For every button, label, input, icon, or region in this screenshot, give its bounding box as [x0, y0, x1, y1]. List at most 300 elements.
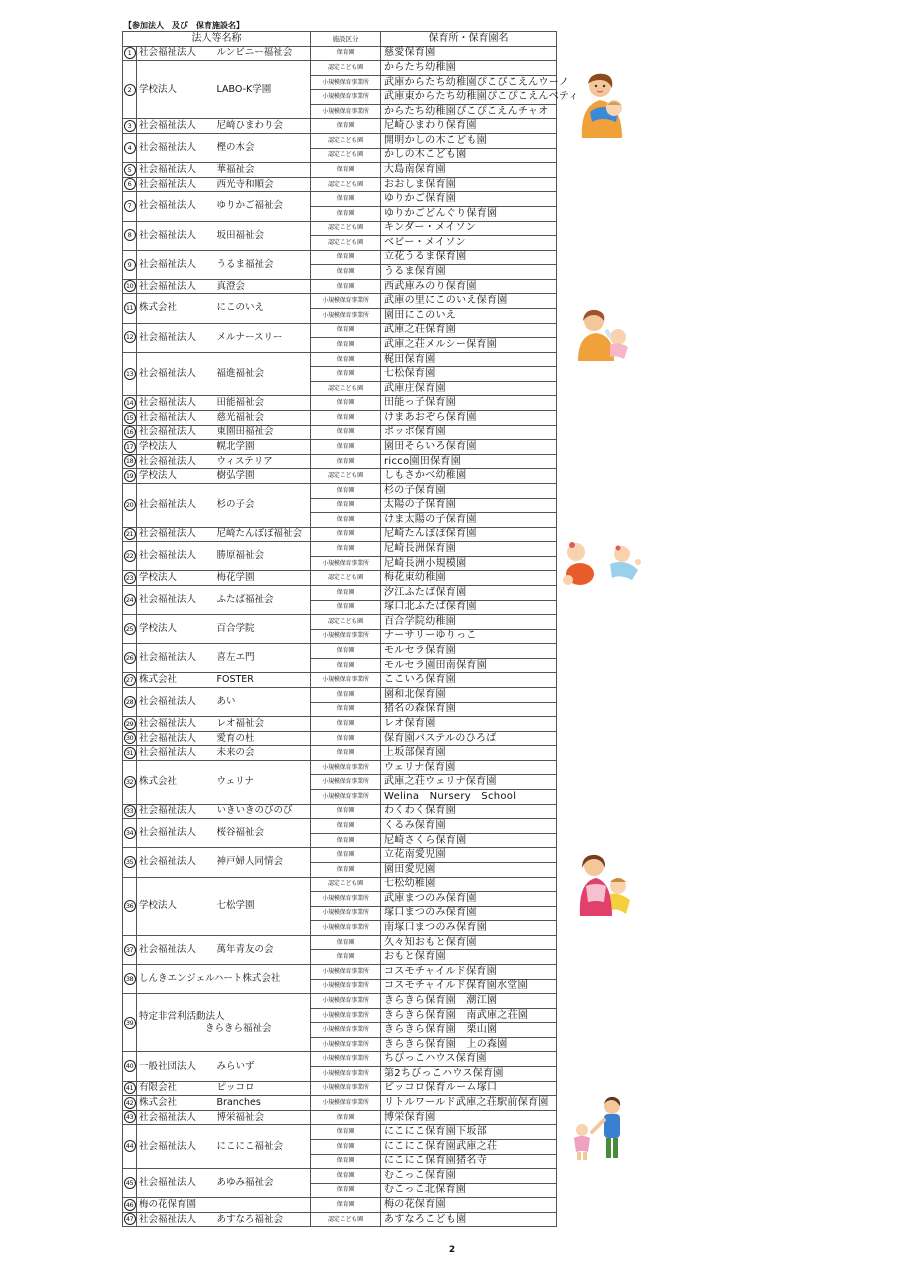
corporation-type: 社会福祉法人	[139, 696, 197, 708]
table-row	[123, 1125, 557, 1140]
corporation-name-cell	[137, 279, 311, 294]
circled-number: 29	[124, 718, 136, 730]
corporation-type: 社会福祉法人	[139, 732, 197, 744]
facility-type: 小規模保育事業所	[311, 1067, 381, 1082]
facility-name: きらきら保育園 潮江園	[381, 994, 557, 1009]
corporation-name-cell	[137, 848, 311, 877]
facility-type: 認定こども園	[311, 221, 381, 236]
circled-number: 9	[124, 259, 136, 271]
facility-name: コスモチャイルド保育園	[381, 965, 557, 980]
facility-name: おもと保育園	[381, 950, 557, 965]
facility-name: からたち幼稚園	[381, 61, 557, 76]
corporation-name-cell	[137, 1052, 311, 1081]
table-row	[123, 483, 557, 498]
corporation-name: しんきエンジェルハート株式会社	[139, 973, 281, 985]
corporation-type: 社会福祉法人	[139, 163, 197, 175]
table-row	[123, 673, 557, 688]
facility-type: 保育園	[311, 163, 381, 178]
facility-type: 認定こども園	[311, 469, 381, 484]
facility-type: 小規模保育事業所	[311, 1081, 381, 1096]
entry-number	[123, 1212, 137, 1227]
table-row	[123, 221, 557, 236]
facility-type: 保育園	[311, 1154, 381, 1169]
corporation-name-cell	[137, 965, 311, 994]
facility-type: 保育園	[311, 702, 381, 717]
entry-number	[123, 163, 137, 178]
table-row	[123, 746, 557, 761]
corporation-type: 社会福祉法人	[139, 528, 197, 540]
facility-name: 武庫之荘保育園	[381, 323, 557, 338]
facility-name: ちびっこハウス保育園	[381, 1052, 557, 1067]
table-row	[123, 396, 557, 411]
facility-name: きらきら保育園 南武庫之荘園	[381, 1008, 557, 1023]
entry-number	[123, 673, 137, 688]
corporation-name: あゆみ福祉会	[216, 1177, 274, 1189]
facility-type: 保育園	[311, 862, 381, 877]
corporation-type: 社会福祉法人	[139, 1111, 197, 1123]
entry-number	[123, 571, 137, 586]
corporation-name: 杉の子会	[216, 499, 255, 511]
facility-type: 小規模保育事業所	[311, 294, 381, 309]
facility-type: 小規模保育事業所	[311, 308, 381, 323]
entry-number	[123, 294, 137, 323]
entry-number	[123, 454, 137, 469]
facility-name: 尼崎さくら保育園	[381, 833, 557, 848]
corporation-name-cell	[137, 396, 311, 411]
corporation-name: 梅の花保育園	[139, 1199, 197, 1211]
header-facility-name: 保育所・保育園名	[381, 32, 557, 47]
corporation-type: 社会福祉法人	[139, 47, 197, 59]
corporation-name: 七松学園	[216, 900, 255, 912]
corporation-type: 社会福祉法人	[139, 499, 197, 511]
facility-name: 大島南保育園	[381, 163, 557, 178]
circled-number: 20	[124, 499, 136, 511]
entry-number	[123, 1096, 137, 1111]
parent-and-child-icon	[564, 1094, 636, 1164]
facility-type: 保育園	[311, 950, 381, 965]
corporation-name: 華福祉会	[216, 163, 255, 175]
facility-type: 小規模保育事業所	[311, 892, 381, 907]
corporation-name: 慈光福祉会	[216, 411, 265, 423]
facility-type: 保育園	[311, 1169, 381, 1184]
facility-type: 小規模保育事業所	[311, 994, 381, 1009]
corporation-name-cell	[137, 746, 311, 761]
header-corp-name: 法人等名称	[123, 32, 311, 47]
circled-number: 44	[124, 1140, 136, 1152]
facility-name: キンダー・メイソン	[381, 221, 557, 236]
facility-type: 保育園	[311, 542, 381, 557]
table-row	[123, 527, 557, 542]
corporation-type: 社会福祉法人	[139, 1213, 197, 1225]
entry-number	[123, 804, 137, 819]
facility-name: 七松保育園	[381, 367, 557, 382]
table-row	[123, 1198, 557, 1213]
circled-number: 13	[124, 368, 136, 380]
corporation-type: 社会福祉法人	[139, 258, 197, 270]
circled-number: 43	[124, 1111, 136, 1123]
facility-type: 小規模保育事業所	[311, 556, 381, 571]
table-row	[123, 250, 557, 265]
facility-type: 保育園	[311, 367, 381, 382]
corporation-type: 株式会社	[139, 674, 178, 686]
facility-name: にこにこ保育園猪名寺	[381, 1154, 557, 1169]
facility-name: 園田にこのいえ	[381, 308, 557, 323]
corporation-name-cell	[137, 440, 311, 455]
entry-number	[123, 323, 137, 352]
circled-number: 4	[124, 142, 136, 154]
facility-name: ピッコロ保育ルーム塚口	[381, 1081, 557, 1096]
facility-type: 小規模保育事業所	[311, 1037, 381, 1052]
facility-type: 保育園	[311, 411, 381, 426]
facility-name: 尼崎長洲小規模園	[381, 556, 557, 571]
mother-holding-baby-icon	[572, 72, 634, 140]
entry-number	[123, 46, 137, 61]
corporation-name: 喜左エ門	[216, 652, 255, 664]
corporation-name-cell	[137, 134, 311, 163]
entry-number	[123, 483, 137, 527]
facility-type: 小規模保育事業所	[311, 965, 381, 980]
caregiver-with-toddler-icon	[572, 852, 636, 918]
facility-type: 保育園	[311, 396, 381, 411]
corporation-name: あい	[216, 696, 236, 708]
corporation-name: うるま福祉会	[216, 258, 274, 270]
corporation-name: 萬年青友の会	[216, 943, 274, 955]
facility-type: 保育園	[311, 440, 381, 455]
facility-name: 武庫之荘ウェリナ保育園	[381, 775, 557, 790]
table-row	[123, 1096, 557, 1111]
corporation-type: 学校法人	[139, 83, 178, 95]
entry-number	[123, 134, 137, 163]
facility-type: 保育園	[311, 819, 381, 834]
corporation-name-cell	[137, 1110, 311, 1125]
facility-type: 保育園	[311, 1139, 381, 1154]
corporation-type: 学校法人	[139, 900, 178, 912]
corporation-name: 樫の木会	[216, 142, 255, 154]
entry-number	[123, 731, 137, 746]
facility-name: コスモチャイルド保育園水堂園	[381, 979, 557, 994]
table-row	[123, 877, 557, 892]
facility-name: 尼崎ひまわり保育園	[381, 119, 557, 134]
facility-type: 認定こども園	[311, 877, 381, 892]
circled-number: 23	[124, 572, 136, 584]
table-row	[123, 585, 557, 600]
circled-number: 39	[124, 1017, 136, 1029]
corporation-name-cell	[137, 571, 311, 586]
entry-number	[123, 221, 137, 250]
corporation-type: 特定非営利活動法人	[139, 1010, 225, 1022]
table-row	[123, 542, 557, 557]
corporation-name-cell	[137, 294, 311, 323]
table-row	[123, 644, 557, 659]
circled-number: 24	[124, 594, 136, 606]
circled-number: 22	[124, 550, 136, 562]
facility-name: 武庫庄保育園	[381, 381, 557, 396]
circled-number: 26	[124, 652, 136, 664]
corporation-name-cell	[137, 1212, 311, 1227]
corporation-type: 社会福祉法人	[139, 652, 197, 664]
facility-type: 保育園	[311, 192, 381, 207]
table-row	[123, 994, 557, 1009]
corporation-name-cell	[137, 644, 311, 673]
corporation-type: 株式会社	[139, 302, 178, 314]
corporation-type: 社会福祉法人	[139, 594, 197, 606]
facility-type: 保育園	[311, 498, 381, 513]
facility-type: 保育園	[311, 279, 381, 294]
circled-number: 28	[124, 696, 136, 708]
table-row	[123, 1110, 557, 1125]
table-row	[123, 46, 557, 61]
circled-number: 41	[124, 1082, 136, 1094]
circled-number: 32	[124, 776, 136, 788]
corporation-name-cell	[137, 163, 311, 178]
corporation-name-cell	[137, 1198, 311, 1213]
corporation-name: きらきら福祉会	[205, 1022, 272, 1034]
table-row	[123, 440, 557, 455]
facility-type: 保育園	[311, 323, 381, 338]
corporation-type: 社会福祉法人	[139, 331, 197, 343]
facility-type: 認定こども園	[311, 177, 381, 192]
facility-type: 保育園	[311, 585, 381, 600]
corporation-name: 博栄福祉会	[216, 1111, 265, 1123]
table-row	[123, 1169, 557, 1184]
entry-number	[123, 411, 137, 426]
corporation-name: 桜谷福祉会	[216, 827, 265, 839]
corporation-name-cell	[137, 542, 311, 571]
corporation-type: 株式会社	[139, 1096, 178, 1108]
facility-name: おおしま保育園	[381, 177, 557, 192]
facility-type: 保育園	[311, 644, 381, 659]
table-row	[123, 717, 557, 732]
entry-number	[123, 585, 137, 614]
entry-number	[123, 746, 137, 761]
corporation-name-cell	[137, 935, 311, 964]
corporation-name: 福進福祉会	[216, 368, 265, 380]
corporation-type: 社会福祉法人	[139, 856, 197, 868]
entry-number	[123, 1125, 137, 1169]
facility-type: 小規模保育事業所	[311, 673, 381, 688]
mother-feeding-baby-icon	[574, 307, 632, 363]
table-row	[123, 192, 557, 207]
circled-number: 8	[124, 229, 136, 241]
entry-number	[123, 250, 137, 279]
facility-name: 武庫東からたち幼稚園ぴこぴこえんベティ	[381, 90, 557, 105]
facility-type: 小規模保育事業所	[311, 979, 381, 994]
entry-number	[123, 425, 137, 440]
facility-name: モルセラ園田南保育園	[381, 658, 557, 673]
entry-number	[123, 965, 137, 994]
circled-number: 15	[124, 412, 136, 424]
corporation-name-cell	[137, 425, 311, 440]
table-row	[123, 615, 557, 630]
corporation-type: 社会福祉法人	[139, 368, 197, 380]
facility-name: しもさかべ幼稚園	[381, 469, 557, 484]
entry-number	[123, 615, 137, 644]
corporation-name-cell	[137, 819, 311, 848]
facility-type: 認定こども園	[311, 148, 381, 163]
facility-name: うるま保育園	[381, 265, 557, 280]
facility-type: 保育園	[311, 206, 381, 221]
table-row	[123, 760, 557, 775]
facility-name: 七松幼稚園	[381, 877, 557, 892]
facility-name: 第2ちびっこハウス保育園	[381, 1067, 557, 1082]
facility-type: 保育園	[311, 513, 381, 528]
circled-number: 12	[124, 331, 136, 343]
facility-name: 園和北保育園	[381, 688, 557, 703]
table-row	[123, 425, 557, 440]
facility-name: ricco園田保育園	[381, 454, 557, 469]
circled-number: 6	[124, 178, 136, 190]
facility-name: からたち幼稚園ぴこぴこえんチャオ	[381, 104, 557, 119]
corporation-type: 社会福祉法人	[139, 550, 197, 562]
facility-type: 小規模保育事業所	[311, 90, 381, 105]
corporation-name: 西光寺和順会	[216, 178, 274, 190]
facility-name: にこにこ保育園下坂部	[381, 1125, 557, 1140]
entry-number	[123, 119, 137, 134]
corporation-name: 尼崎たんぽぽ福祉会	[216, 528, 303, 540]
corporation-name-cell	[137, 323, 311, 352]
facility-type: 保育園	[311, 250, 381, 265]
facility-type: 保育園	[311, 352, 381, 367]
corporation-name: 愛育の杜	[216, 732, 255, 744]
circled-number: 11	[124, 302, 136, 314]
corporation-name-cell	[137, 717, 311, 732]
facility-type: 小規模保育事業所	[311, 1008, 381, 1023]
circled-number: 3	[124, 120, 136, 132]
facility-name: 塚口北ふたば保育園	[381, 600, 557, 615]
entry-number	[123, 61, 137, 119]
corporation-name: メルナースリー	[216, 331, 283, 343]
circled-number: 17	[124, 441, 136, 453]
table-row	[123, 688, 557, 703]
corporation-name-cell	[137, 688, 311, 717]
corporation-name: 樹弘学園	[216, 470, 255, 482]
facility-name: 汐江ふたば保育園	[381, 585, 557, 600]
entry-number	[123, 352, 137, 396]
facility-name: 立花うるま保育園	[381, 250, 557, 265]
facility-name: 尼崎たんぽぽ保育園	[381, 527, 557, 542]
corporation-name-cell	[137, 352, 311, 396]
corporation-type: 社会福祉法人	[139, 455, 197, 467]
corporation-type: 社会福祉法人	[139, 717, 197, 729]
corporation-name: にこにこ福祉会	[216, 1140, 284, 1152]
facility-name: 園田そらいろ保育園	[381, 440, 557, 455]
table-row	[123, 352, 557, 367]
entry-number	[123, 644, 137, 673]
table-row	[123, 163, 557, 178]
facility-name: 久々知おもと保育園	[381, 935, 557, 950]
facility-type: 保育園	[311, 688, 381, 703]
corporation-type: 有限会社	[139, 1082, 178, 1094]
facility-type: 小規模保育事業所	[311, 906, 381, 921]
corporation-type: 社会福祉法人	[139, 1177, 197, 1189]
entry-number	[123, 440, 137, 455]
table-row	[123, 848, 557, 863]
circled-number: 10	[124, 280, 136, 292]
corporation-type: 社会福祉法人	[139, 426, 197, 438]
circled-number: 37	[124, 944, 136, 956]
table-row	[123, 61, 557, 76]
facility-type: 保育園	[311, 119, 381, 134]
corporation-name: ウィステリア	[216, 455, 273, 467]
table-row	[123, 119, 557, 134]
circled-number: 16	[124, 426, 136, 438]
facility-type: 保育園	[311, 746, 381, 761]
corporation-name-cell	[137, 731, 311, 746]
facility-name: 西武庫みのり保育園	[381, 279, 557, 294]
corporation-name-cell	[137, 1096, 311, 1111]
circled-number: 5	[124, 164, 136, 176]
corporation-name: LABO-K学園	[216, 83, 272, 95]
page-number: 2	[448, 1245, 456, 1255]
corporation-name-cell	[137, 483, 311, 527]
facility-type: 保育園	[311, 338, 381, 353]
corporation-name: 真澄会	[216, 280, 246, 292]
corporation-type: 社会福祉法人	[139, 747, 197, 759]
facility-type: 小規模保育事業所	[311, 1096, 381, 1111]
table-row	[123, 935, 557, 950]
facility-type: 認定こども園	[311, 381, 381, 396]
corporation-name: 東園田福祉会	[216, 426, 274, 438]
facility-name: 猪名の森保育園	[381, 702, 557, 717]
table-row	[123, 454, 557, 469]
facility-name: むこっこ保育園	[381, 1169, 557, 1184]
table-row	[123, 819, 557, 834]
corporation-name-cell	[137, 1081, 311, 1096]
facility-type: 保育園	[311, 717, 381, 732]
entry-number	[123, 177, 137, 192]
facility-name: きらきら保育園 栗山園	[381, 1023, 557, 1038]
facility-type: 保育園	[311, 265, 381, 280]
corporation-name-cell	[137, 250, 311, 279]
corporation-type: 社会福祉法人	[139, 827, 197, 839]
facility-name: 博栄保育園	[381, 1110, 557, 1125]
corporation-type: 社会福祉法人	[139, 805, 197, 817]
entry-number	[123, 1169, 137, 1198]
corporation-name: 田能福祉会	[216, 397, 265, 409]
circled-number: 18	[124, 455, 136, 467]
entry-number	[123, 935, 137, 964]
entry-number	[123, 279, 137, 294]
document-title: 【参加法人 及び 保育施設名】	[124, 21, 244, 30]
table-row	[123, 731, 557, 746]
facility-name: レオ保育園	[381, 717, 557, 732]
table-row	[123, 469, 557, 484]
table-row	[123, 134, 557, 149]
corporation-name-cell	[137, 61, 311, 119]
facility-name: 田能っ子保育園	[381, 396, 557, 411]
corporation-name-cell	[137, 192, 311, 221]
corporation-type: 社会福祉法人	[139, 200, 197, 212]
facility-name: くるみ保育園	[381, 819, 557, 834]
corporation-type: 学校法人	[139, 623, 178, 635]
corporation-name: ピッコロ	[216, 1082, 255, 1094]
facility-type: 保育園	[311, 731, 381, 746]
corporation-name-cell	[137, 221, 311, 250]
entry-number	[123, 994, 137, 1052]
facility-name: 武庫の里にこのいえ保育園	[381, 294, 557, 309]
entry-number	[123, 396, 137, 411]
facility-type: 保育園	[311, 454, 381, 469]
facility-type: 小規模保育事業所	[311, 104, 381, 119]
circled-number: 40	[124, 1060, 136, 1072]
corporation-name: 勝原福祉会	[216, 550, 265, 562]
entry-number	[123, 688, 137, 717]
facility-type: 認定こども園	[311, 61, 381, 76]
circled-number: 47	[124, 1213, 136, 1225]
corporation-name-cell	[137, 615, 311, 644]
facility-type: 保育園	[311, 1110, 381, 1125]
crawling-babies-icon	[560, 540, 644, 588]
